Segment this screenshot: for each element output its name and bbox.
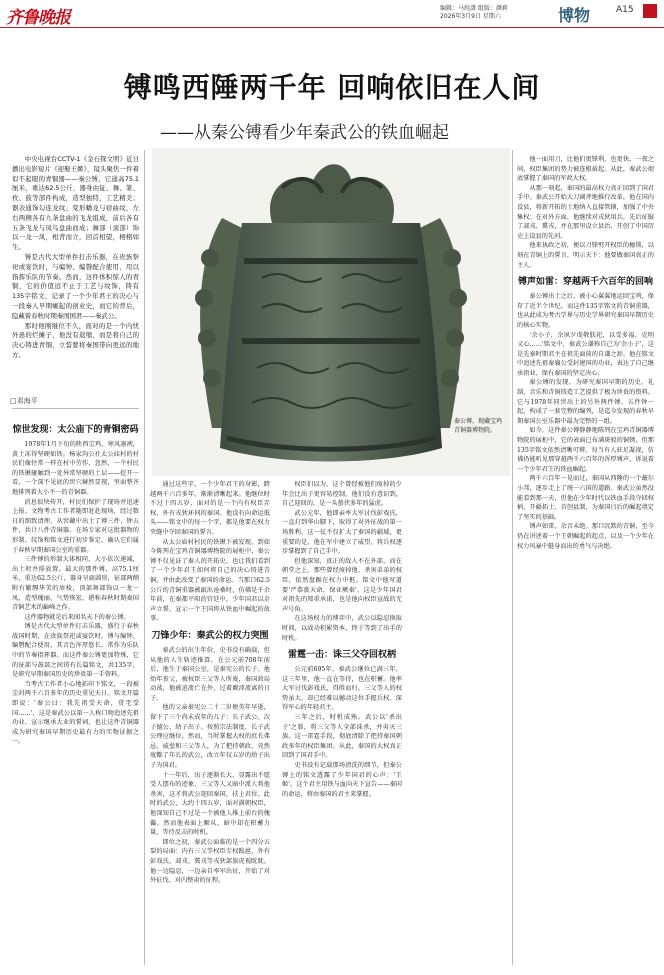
col3-p1: 权臣们以为，这个曾经被他们废掉的少年会比出子更容易控制，他们没有意识到，自己迎回的，是一头蛰伏多年的猛虎。 <box>282 481 402 508</box>
subheadline: ——从秦公镈看少年秦武公的铁血崛起 <box>160 123 449 143</box>
newspaper-logo: 齐鲁晚报 <box>6 8 70 28</box>
col2-p4: 他的父亲秦宪公二十二岁便英年早逝，留下了三个尚未成年的儿子：长子武公、次子德公、幼子出子。按照宗法制度，长子武公理应继位。然而，当时掌握大权的庶长弗忌、威垒和三父等人，为了把持朝政，竟然废黜了年长的武公，改立年仅五岁的幼子出子为国君。 <box>150 704 270 770</box>
col1-p2: 消息很快传开，村民们保护了现场并迅速上报。文物考古工作者随即赶赴现场，经过数日的细致清理，从窖藏中出土了镈三件、钟五件，共计八件青铜器。在场专家对这批器物的形制、纹饰和铭文进行初步鉴定，确认它们属于春秋早期秦国公室的重器。 <box>12 498 139 554</box>
col3-p6: 三年之后，时机成熟。武公以'杀出子'之罪，将三父等人全部诛杀，并夷灭三族。这一雷霆手段，彻底清除了把持秦国朝政多年的权臣集团。从此，秦国的大权真正回到了国君手中。 <box>282 714 402 760</box>
section-heading-youth: 刀锋少年：秦武公的权力突围 <box>151 630 269 641</box>
col1-p5: 镈是古代大型单件打击乐器，盛行于春秋战国时期，在贵族祭祀或宴饮时，镈与编钟、编磬配合使用，其音色浑厚悠长，常作为乐队中的节奏指挥器。而这件秦公镈更加特殊，它的钲部与鼓部之间铸有长篇铭文，共135字，是研究早期秦国历史的珍贵第一手资料。 <box>12 623 139 679</box>
col2-p2: 从太公庙村村民的铁锹下被发现，到如今陈列在宝鸡青铜器博物院的展柜中，秦公镈不仅见证了秦人的开拓史，也让我们看到了一个少年君王如何将自己的决心铸进青铜，并由此改变了秦国的命运。当那口62.5公斤的青铜重器被敲出沧桑时，仿佛是千余年前，在秦都平阳的宫廷中，少年国君以金声立誓，宣示一个王国将从铁血中崛起的故事。 <box>150 538 270 623</box>
column-3 <box>282 480 402 799</box>
col4-p2: 从那一刻起，秦国的最高权力真正回到了国君手中。秦武公开始大刀阔斧地推行改革，他在国内设县，将新开拓的土地纳入直接管辖，加强了中央集权；在对外方面，他继续对戎狄用兵，先后征服了邽戎、冀戎，并在那里设立县治，开创了中国历史上设县的先河。 <box>517 184 654 240</box>
section-name: 博物 <box>558 6 591 25</box>
col2-p3: 秦武公的出生年份，史书没有确载，但从他的人生轨迹推算，在公元前708年前后，他生于秦国公室，是秦宪公的长子。他幼年丧父，被权臣三父等人所废，秦国政局动荡，他被迫流亡在外，过着颠沛流离的日子。 <box>150 646 270 702</box>
col3-p5: 公元前695年，秦武公继位已满三年，这三年里，他一直在等待，也在积蓄。他率大军讨伐彭戏氏，得胜而归。三父等人的权势虽大，却已经难以撼动这位手握兵权、深得军心的年轻君主。 <box>282 666 402 712</box>
column-rule-2 <box>512 150 513 965</box>
lead-p2: 镈是古代大型单件打击乐器，在贵族祭祀或宴饮时，与编钟、编磬配合使用，用以指挥乐队的节奏。然而，这件体积惊人的青铜，它的价值远不止于工艺与纹饰，铸有135字铭文，记录了一个少年君王的决心与一段秦人早期崛起的创业史，而它的背后，隐藏着春秋时期秦国国君——秦武公。 <box>12 252 139 320</box>
lead-p1: 中央电视台CCTV-1《金石探文明》近日播出电影短片《迎娶王姬》，镜头聚焦一件着似不起眼的青铜器——秦公镈，它通高75.1厘米，重达62.5公斤，器身由钲、舞、篆、枚、鼓等部件构成，造型独特，工艺精美；器表通饰勾连龙纹、变形蟠龙与窃曲纹，左右两侧各有九条盘曲的飞龙组成，前后各有五条飞龙与凤鸟盘曲而成；舞部（顶部）饰以一龙一凤，相背而立，回首相望，栩栩如生。 <box>12 155 139 252</box>
col1-p4: 这件器物就是后来闻名天下的秦公镈。 <box>24 613 130 621</box>
editor-line: 编辑：马纯潇 组版：颜莉 <box>440 5 508 12</box>
section-heading-strike: 雷霆一击：诛三父夺回权柄 <box>287 650 396 661</box>
divider <box>12 408 139 409</box>
header-meta <box>440 5 508 21</box>
photo-caption: 秦公镈，现藏宝鸡青铜器博物院。 <box>454 418 503 434</box>
column-2 <box>150 480 270 886</box>
column-rule-1 <box>144 150 145 965</box>
col3-p7: 史书没有记载那场清洗的细节，但秦公镈上的铭文透露了少年国君的心声：'王姬'。这个君主用铁与血向天下宣告——秦国的命运，将由秦国的君主来掌握。 <box>282 762 402 798</box>
author-byline: □邓海平 <box>10 397 38 405</box>
col3-p4: 在这场权力的博弈中，武公以隐忍换取时间，以战功积累资本，终于等到了出手的时机。 <box>282 615 402 642</box>
date-line: 2026年3月9日 星期六 <box>440 13 501 20</box>
col1-p1: 1978年1月下旬的陕西宝鸡，寒风凛冽，黄土冻得坚硬如铁。杨家沟公社太公庙村的村民们像往常一样在村中劳作，忽然，一个村民的铁锹碰触到一处异常坚硬的土层——挖开一看，一个深不见底的窖穴赫然显现，里面整齐地排列着大小不一的青铜器。 <box>12 441 139 496</box>
col2-p5: 十一年后，出子逐渐长大，显露出不愿受人摆布的迹象，三父等人又暗中派人将他杀害，这才将武公迎回秦国，扶上君位。此时的武公，大约十四五岁，面对满朝权臣，他深知自己不过是一个被他人推上前台的傀儡。然而他表面上顺从，暗中却在积蓄力量，等待反击的时机。 <box>150 771 270 837</box>
col4-p3: 他来执政之初，便以刀锋劈开权臣的枷锁，以刻在青铜上的誓言，明示天下：他要做秦国真正的主人。 <box>517 242 654 269</box>
page-number: A15 <box>616 5 634 15</box>
lead-paragraphs <box>12 155 139 361</box>
col4-p9: 镈声如雷，余音未绝。那口沉默的青铜，至今仍在讲述着一个王朝崛起的起点，以及一个少年在权力风暴中挺身而出的勇气与决绝。 <box>517 523 654 550</box>
col4-p5: '余小子，余夙夕虔敬朕祀，以受多福，克明又心……'铭文中，秦武公谦称自己为'余小子'，这是先秦时期君主在祖先面前的自谦之辞。他在铭文中追述先祖秦襄公受封建国的功业，表达了自己继承祖业、保有秦国的坚定决心。 <box>517 331 654 377</box>
col4-p6: 秦公镈的发现，为研究秦国早期的历史、礼制、音乐和青铜铸造工艺提供了极为珍贵的资料。它与1978年同窖出土的另外两件镈、五件钟一起，构成了一套完整的编列，是迄今发现的春秋早期秦国公室乐器中最为完整的一组。 <box>517 379 654 425</box>
column-1 <box>12 418 139 747</box>
col1-p3: 三件镈的形制大体相同，大小依次递减，出土时并排放置。最大的那件镈，高75.1厘米，重达62.5公斤，器身呈扁圆形，钲部两侧附有繁缛华美的扉棱，顶部舞部饰以一龙一凤，造型瑰丽，气势恢宏，堪称春秋时期秦国青铜艺术的巅峰之作。 <box>12 556 139 612</box>
column-4 <box>517 155 654 551</box>
col2-p6: 即位之初，秦武公面临的是一个四分五裂的局面：内有三父等权臣专权跋扈，外有彭戏氏、邽戎、冀戎等戎狄部族虎视眈眈。他一边隐忍，一边亲自率军出征，开始了对外征伐、对内整肃的征程。 <box>150 838 270 885</box>
col1-p6: 当考古工作者小心地拓印下铭文，一段被尘封两千六百多年的历史重见天日。铭文开篇即说：'秦公曰：我先祖受天命，赏宅受国……'，这是秦武公以第一人称口吻追述先祖功业、宣示继承大业的誓词，也让这件青铜器成为研究秦国早期历史最有力的实物证据之一。 <box>12 680 139 746</box>
section-heading-discovery: 惊世发现：太公庙下的青铜密码 <box>12 425 139 435</box>
col2-p1: 通过这些字，一个少年君王的身影，跨越两千六百多年，渐渐清晰起来。他继位时不过十四五岁，面对的是一个内有权臣弄权、外有戎狄环伺的秦国。他没有向命运低头——铭文中的每一个字，都是他要在权力夹缝中夺回秦国的誓言。 <box>150 481 270 536</box>
page-header <box>0 0 664 28</box>
col4-p7: 如今，这件秦公镈静静地陈列在宝鸡青铜器博物院的展柜中，它的表面已布满斑驳的铜锈，但那135字铭文依然清晰可辨。每当有人驻足凝视，仿佛仍能听见那穿越两千六百年的浑厚镈声，诉说着一个少年君王的铁血崛起。 <box>517 427 654 473</box>
col4-p1: 他一面用刀，比他们更锋利，也更快，一夜之间，权臣集团的势力被连根拔起。从此，秦武公彻底掌握了秦国的军政大权。 <box>517 156 654 183</box>
section-heading-echo: 镈声如雷：穿越两千六百年的回响 <box>517 277 653 288</box>
col4-p8: 两千六百年一晃而过，秦国从西陲的一个蕞尔小邦，逐步走上了统一六国的道路。秦武公虽然没能看到那一天，但他在少年时代以铁血手段夺回权柄、开疆拓土、首创县制，为秦国日后的崛起奠定了坚实的基础。 <box>517 475 654 521</box>
lead-p3: 那时他刚继位不久，面对的是一个内忧外患的烂摊子，他没有退缩，而是将自己的决心铸进青铜，立誓要将秦国带向更远的地方。 <box>12 321 139 359</box>
col3-p2: 武公元年，他即亲率大军讨伐彭戏氏，一直打到华山脚下，取得了对外征战的第一场胜利。这一仗不仅扩大了秦国的疆域，更重要的是，他在军中建立了威望，将兵权逐步掌握到了自己手中。 <box>282 509 402 556</box>
col4-p4: 秦公镈出土之后，被小心翼翼地运回宝鸡，保存了近半个世纪。而这件135字铭文的青铜重器，也从此成为考古学界与历史学界研究秦国早期历史的核心实物。 <box>517 293 654 329</box>
col3-p3: 但他深知，真正的敌人不在外部，而在朝堂之上。那些曾经废掉他、杀害弟弟的权臣，依然盘踞在权力中枢。铭文中他写道要'严恭夤天命，保业厥秦'，这是少年国君对祖先的郑重承诺，也是他向权臣宣战的无声号角。 <box>282 557 402 613</box>
page-marker <box>643 4 657 18</box>
headline: 镈鸣西陲两千年 回响依旧在人间 <box>123 71 541 104</box>
